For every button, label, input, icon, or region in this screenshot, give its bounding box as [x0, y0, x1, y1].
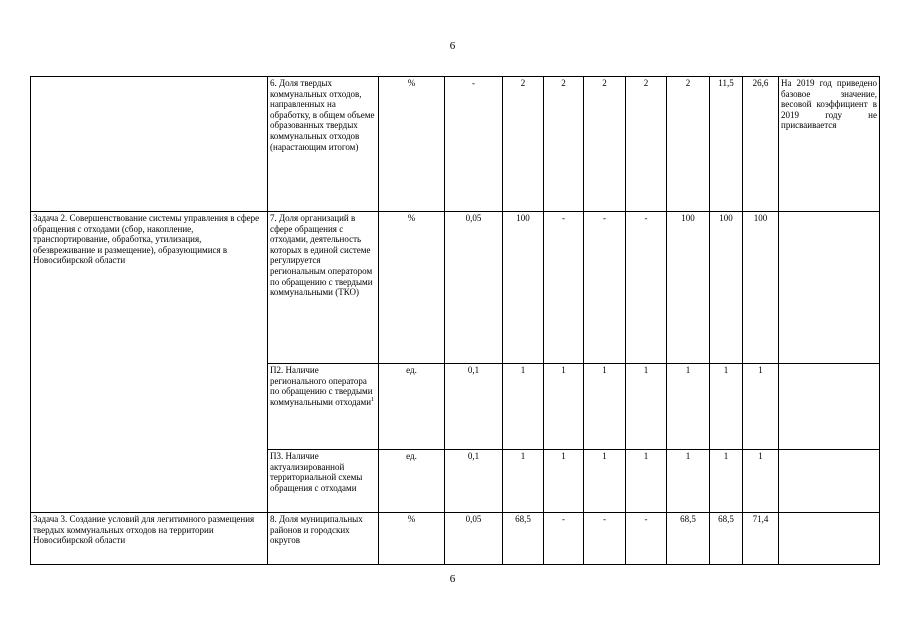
- note-cell: [779, 364, 880, 450]
- task-cell: [31, 77, 268, 212]
- table-row: [31, 212, 880, 364]
- weight-cell: -: [445, 77, 503, 212]
- value-cell: 26,6: [743, 77, 779, 212]
- value-cell: 1: [584, 364, 626, 450]
- indicator-cell: 7. Доля организаций в сфере обращения с отходами, деятельность которых в единой системе регулируется региональным оператором по обращению с твердыми коммунальными (ТКО): [268, 212, 379, 364]
- note-cell: [779, 513, 880, 565]
- value-cell: 68,5: [503, 513, 544, 565]
- value-cell: -: [626, 212, 667, 364]
- value-cell: 1: [743, 450, 779, 513]
- indicator-cell: 8. Доля муниципальных районов и городских округов: [268, 513, 379, 565]
- note-cell: [779, 212, 880, 364]
- value-cell: 1: [544, 364, 584, 450]
- value-cell: 100: [667, 212, 710, 364]
- value-cell: 1: [503, 364, 544, 450]
- note-cell: На 2019 год приведено базовое значение, весовой коэффициент в 2019 году не присваивается: [779, 77, 880, 212]
- value-cell: 2: [626, 77, 667, 212]
- value-cell: 1: [626, 364, 667, 450]
- value-cell: 1: [626, 450, 667, 513]
- value-cell: 1: [667, 364, 710, 450]
- value-cell: 100: [743, 212, 779, 364]
- value-cell: -: [544, 513, 584, 565]
- weight-cell: 0,05: [445, 513, 503, 565]
- value-cell: 2: [584, 77, 626, 212]
- table-row: [31, 77, 880, 212]
- value-cell: 2: [544, 77, 584, 212]
- weight-cell: 0,05: [445, 212, 503, 364]
- value-cell: 1: [503, 450, 544, 513]
- unit-cell: %: [379, 77, 445, 212]
- weight-cell: 0,1: [445, 450, 503, 513]
- value-cell: 71,4: [743, 513, 779, 565]
- indicators-table: [30, 76, 880, 565]
- indicator-text: П2. Наличие регионального оператора по обращению с твердыми коммунальными отходами: [270, 365, 373, 407]
- value-cell: 1: [544, 450, 584, 513]
- value-cell: 100: [710, 212, 743, 364]
- value-cell: -: [544, 212, 584, 364]
- value-cell: 1: [710, 450, 743, 513]
- task-cell: Задача 2. Совершенствование системы управления в сфере обращения с отходами (сбор, накопление, транспортирование, обработка, утилизация, обезвреживание и размещение), образующимися в Новосибирской области: [31, 212, 268, 513]
- value-cell: 11,5: [710, 77, 743, 212]
- page-number-top: 6: [449, 40, 456, 52]
- value-cell: 1: [667, 450, 710, 513]
- value-cell: 2: [503, 77, 544, 212]
- unit-cell: %: [379, 212, 445, 364]
- unit-cell: ед.: [379, 450, 445, 513]
- value-cell: 100: [503, 212, 544, 364]
- value-cell: 1: [743, 364, 779, 450]
- task-cell: Задача 3. Создание условий для легитимного размещения твердых коммунальных отходов на территории Новосибирской области: [31, 513, 268, 565]
- indicator-cell: [268, 364, 379, 450]
- unit-cell: ед.: [379, 364, 445, 450]
- value-cell: -: [626, 513, 667, 565]
- value-cell: 1: [710, 364, 743, 450]
- page-number-bottom: 6: [449, 573, 456, 585]
- value-cell: 68,5: [667, 513, 710, 565]
- value-cell: 68,5: [710, 513, 743, 565]
- indicator-cell: П3. Наличие актуализированной территориальной схемы обращения с отходами: [268, 450, 379, 513]
- footnote-mark: 1: [371, 396, 375, 403]
- table-row: [31, 513, 880, 565]
- unit-cell: %: [379, 513, 445, 565]
- value-cell: -: [584, 212, 626, 364]
- value-cell: -: [584, 513, 626, 565]
- weight-cell: 0,1: [445, 364, 503, 450]
- value-cell: 2: [667, 77, 710, 212]
- note-cell: [779, 450, 880, 513]
- value-cell: 1: [584, 450, 626, 513]
- indicator-cell: 6. Доля твердых коммунальных отходов, направленных на обработку, в общем объеме образованных твердых коммунальных отходов (нарастающим итогом): [268, 77, 379, 212]
